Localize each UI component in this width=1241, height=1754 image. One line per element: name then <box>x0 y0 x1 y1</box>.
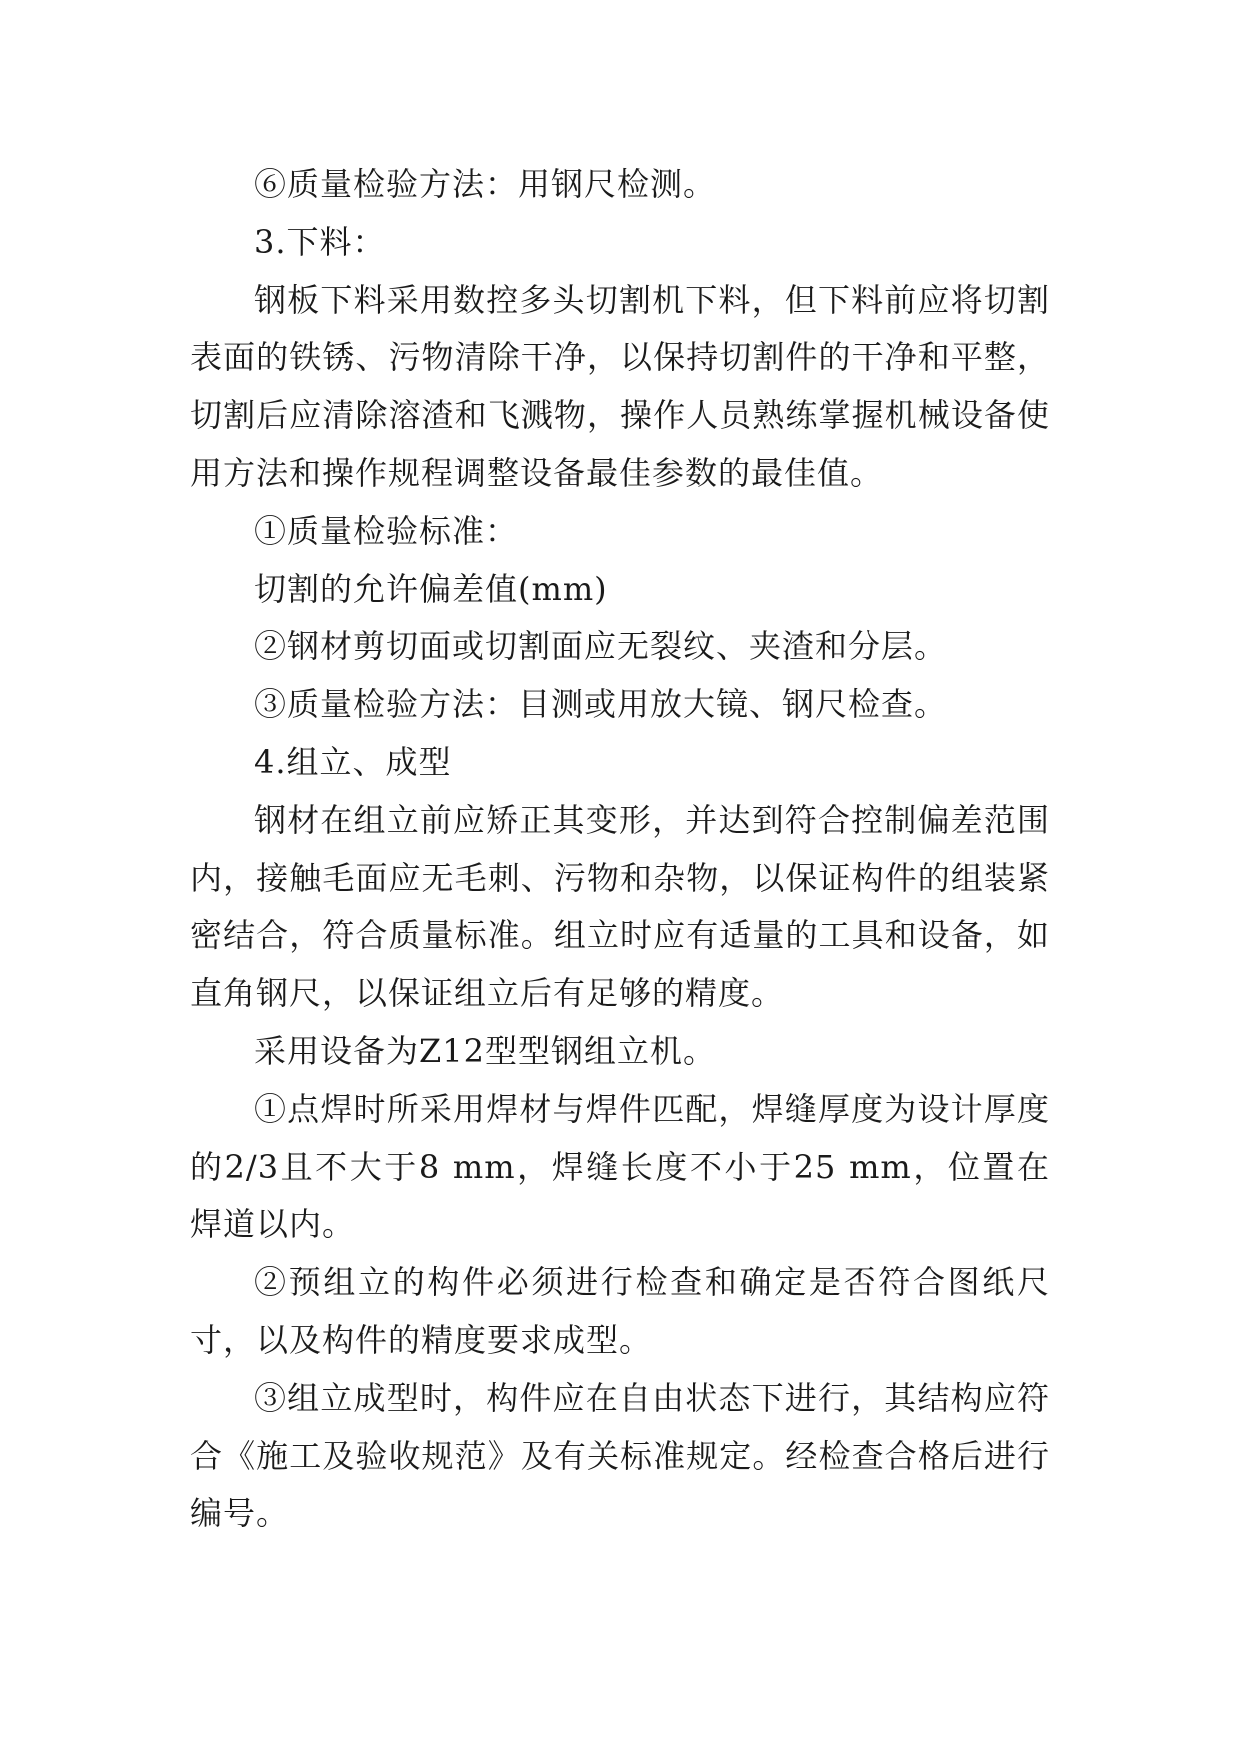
paragraph-quality-method-3: ③质量检验方法：目测或用放大镜、钢尺检查。 <box>254 685 948 724</box>
paragraph-cutting-tolerance: 切割的允许偏差值(mm) <box>254 569 608 608</box>
paragraph-cutting-description: 钢板下料采用数控多头切割机下料，但下料前应将切割表面的铁锈、污物清除干净，以保持切割件的干净和平整，切割后应清除溶渣和飞溅物，操作人员熟练掌握机械设备使用方法和操作规程调整设备最佳参数的最佳值。 <box>190 280 1050 492</box>
paragraph-forming-3: ③组立成型时，构件应在自由状态下进行，其结构应符合《施工及验收规范》及有关标准规定。经检查合格后进行编号。 <box>190 1378 1050 1533</box>
paragraph-quality-method-6: ⑥质量检验方法：用钢尺检测。 <box>254 165 717 203</box>
paragraph-pre-assembly-2: ②预组立的构件必须进行检查和确定是否符合图纸尺寸，以及构件的精度要求成型。 <box>190 1263 1050 1359</box>
paragraph-equipment: 采用设备为Z12型型钢组立机。 <box>254 1031 716 1070</box>
section-heading-cutting: 3.下料： <box>254 222 386 261</box>
section-heading-assembly: 4.组立、成型 <box>254 742 452 781</box>
paragraph-quality-standard-1: ①质量检验标准： <box>254 511 519 550</box>
paragraph-spot-welding-1: ①点焊时所采用焊材与焊件匹配，焊缝厚度为设计厚度的2/3且不大于8 mm，焊缝长度不小于25 mm，位置在焊道以内。 <box>190 1089 1050 1244</box>
document-body <box>190 156 1050 1543</box>
paragraph-assembly-description: 钢材在组立前应矫正其变形，并达到符合控制偏差范围内，接触毛面应无毛刺、污物和杂物，以保证构件的组装紧密结合，符合质量标准。组立时应有适量的工具和设备，如直角钢尺，以保证组立后有足够的精度。 <box>190 800 1050 1013</box>
paragraph-cut-surface-2: ②钢材剪切面或切割面应无裂纹、夹渣和分层。 <box>254 627 948 666</box>
